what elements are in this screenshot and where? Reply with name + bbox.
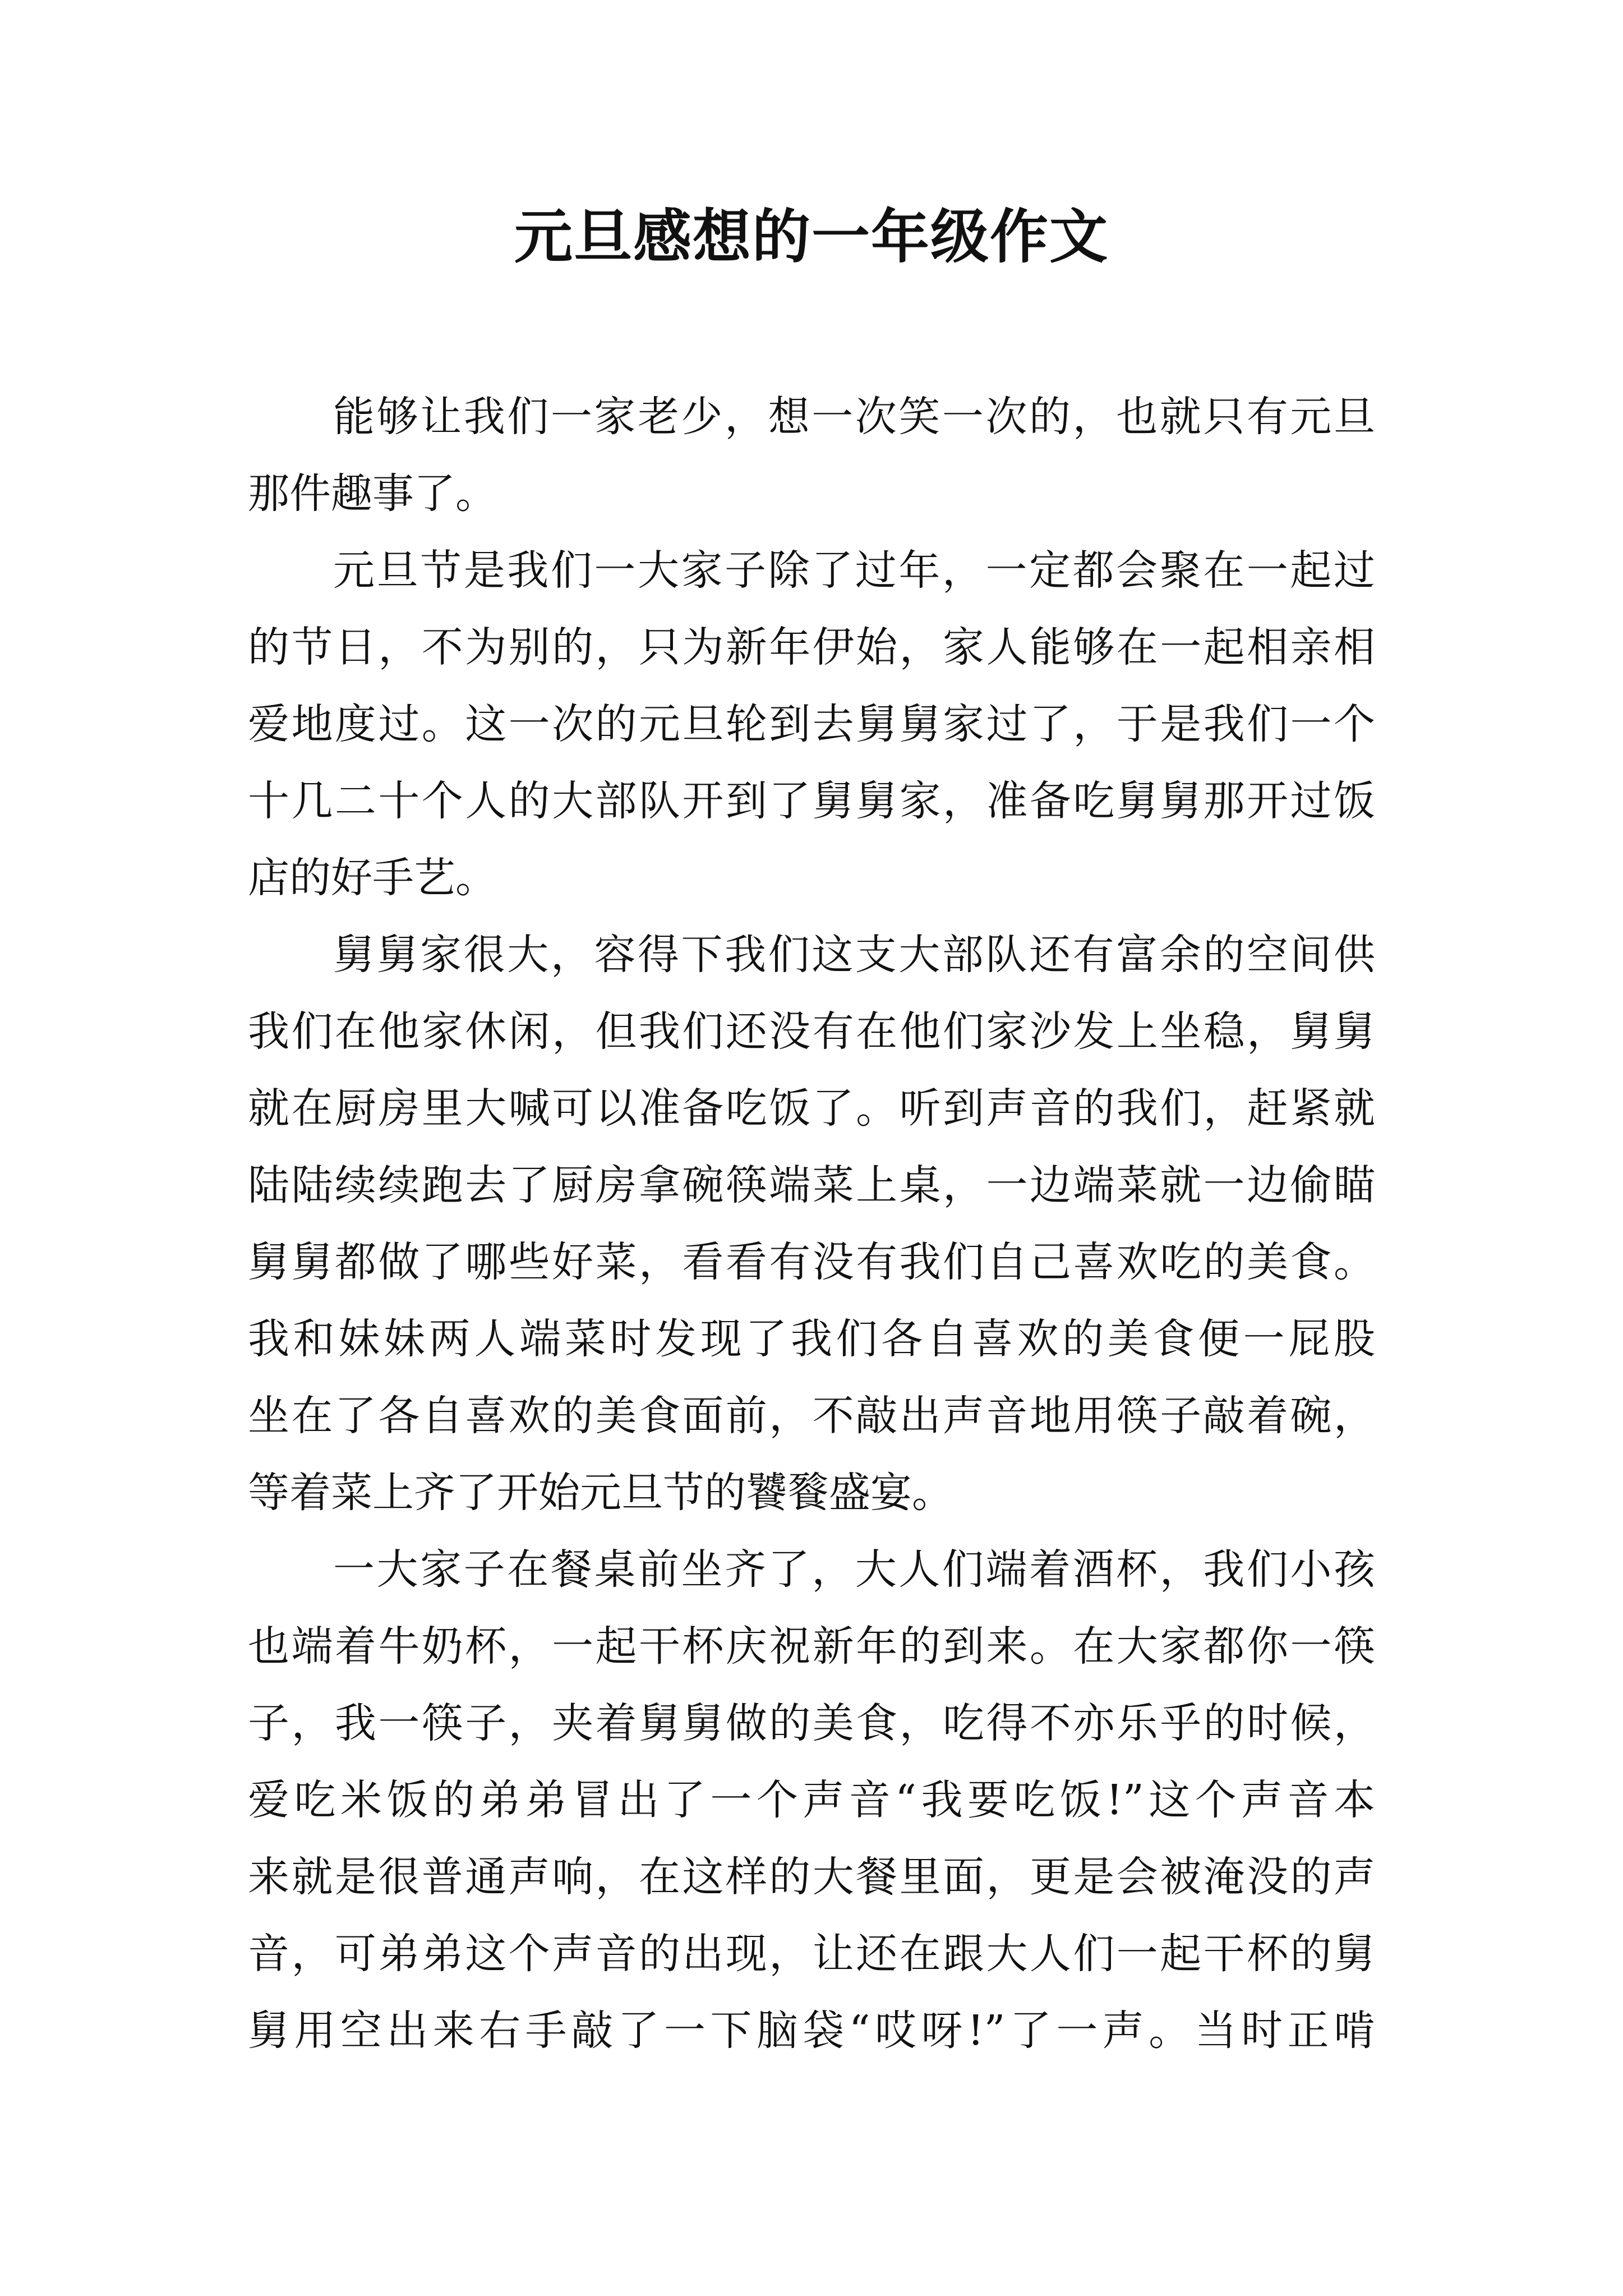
document-body (248, 379, 1375, 2069)
paragraph-4-line-4: 爱吃米饭的弟弟冒出了一个声音“我要吃饭!”这个声音本 (248, 1776, 1375, 1824)
paragraph-4-line-7: 舅用空出来右手敲了一下脑袋“哎呀!”了一声。当时正啃 (248, 2007, 1375, 2055)
paragraph-2-line-2: 的节日，不为别的，只为新年伊始，家人能够在一起相亲相 (248, 623, 1375, 671)
paragraph-3-line-3: 就在厨房里大喊可以准备吃饭了。听到声音的我们，赶紧就 (248, 1084, 1375, 1133)
paragraph-3-line-1: 舅舅家很大，容得下我们这支大部队还有富余的空间供 (333, 931, 1375, 979)
paragraph-3-line-8: 等着菜上齐了开始元旦节的饕餮盛宴。 (248, 1469, 953, 1517)
paragraph-2-line-3: 爱地度过。这一次的元旦轮到去舅舅家过了，于是我们一个 (248, 700, 1375, 748)
paragraph-4-line-1: 一大家子在餐桌前坐齐了，大人们端着酒杯，我们小孩 (333, 1545, 1375, 1594)
paragraph-4-line-3: 子，我一筷子，夹着舅舅做的美食，吃得不亦乐乎的时候， (248, 1699, 1375, 1747)
paragraph-3-line-7: 坐在了各自喜欢的美食面前，不敲出声音地用筷子敲着碗， (248, 1392, 1375, 1440)
paragraph-3-line-5: 舅舅都做了哪些好菜，看看有没有我们自己喜欢吃的美食。 (248, 1238, 1375, 1286)
paragraph-2-line-5: 店的好手艺。 (248, 854, 497, 902)
paragraph-2-line-1: 元旦节是我们一大家子除了过年，一定都会聚在一起过 (333, 546, 1375, 595)
document-title: 元旦感想的一年级作文 (514, 202, 1109, 271)
paragraph-4-line-2: 也端着牛奶杯，一起干杯庆祝新年的到来。在大家都你一筷 (248, 1622, 1375, 1671)
paragraph-1-line-2: 那件趣事了。 (248, 470, 497, 518)
paragraph-3-line-6: 我和妹妹两人端菜时发现了我们各自喜欢的美食便一屁股 (248, 1315, 1375, 1363)
paragraph-3-line-4: 陆陆续续跑去了厨房拿碗筷端菜上桌，一边端菜就一边偷瞄 (248, 1161, 1375, 1209)
paragraph-2-line-4: 十几二十个人的大部队开到了舅舅家，准备吃舅舅那开过饭 (248, 777, 1375, 825)
paragraph-4-line-5: 来就是很普通声响，在这样的大餐里面，更是会被淹没的声 (248, 1853, 1375, 1901)
paragraph-4-line-6: 音，可弟弟这个声音的出现，让还在跟大人们一起干杯的舅 (248, 1930, 1375, 1978)
paragraph-3-line-2: 我们在他家休闲，但我们还没有在他们家沙发上坐稳，舅舅 (248, 1007, 1375, 1056)
paragraph-1-line-1: 能够让我们一家老少，想一次笑一次的，也就只有元旦 (333, 393, 1375, 441)
